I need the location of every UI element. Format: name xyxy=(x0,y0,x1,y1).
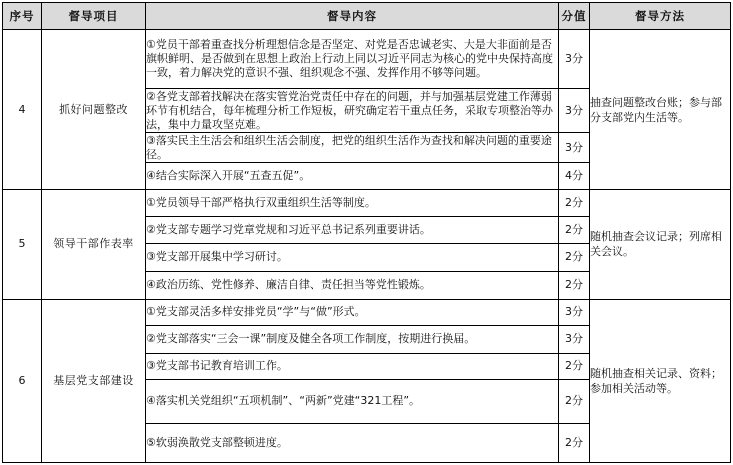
group-5-score-1: 2分 xyxy=(559,190,590,217)
group-4-item-3: ③落实民主生活会和组织生活会制度，把党的组织生活作为查找和解决问题的重要途径。 xyxy=(146,133,559,163)
group-4-no: 4 xyxy=(3,30,42,190)
group-4-score-3: 3分 xyxy=(559,133,590,163)
group-4-score-2: 3分 xyxy=(559,89,590,133)
table-row xyxy=(3,30,731,89)
group-6-score-1: 3分 xyxy=(559,299,590,325)
group-6-method: 随机抽查相关记录、资料；参加相关活动等。 xyxy=(590,299,731,462)
group-6-item-3: ③党支部书记教育培训工作。 xyxy=(146,353,559,379)
group-4-score-1: 3分 xyxy=(559,30,590,89)
table-row xyxy=(3,190,731,217)
group-5-score-3: 2分 xyxy=(559,244,590,271)
group-5-item-2: ②党支部专题学习党章党规和习近平总书记系列重要讲话。 xyxy=(146,217,559,244)
group-5-method: 随机抽查会议记录；列席相关会议。 xyxy=(590,190,731,299)
group-6-item-4: ④落实机关党组织“五项机制”、“两新”党建“321工程”。 xyxy=(146,379,559,423)
group-4-item-4: ④结合实际深入开展“五查五促”。 xyxy=(146,163,559,190)
group-5-no: 5 xyxy=(3,190,42,299)
group-6-item-5: ⑤软弱涣散党支部整顿进度。 xyxy=(146,423,559,462)
group-4-score-4: 4分 xyxy=(559,163,590,190)
group-6-no: 6 xyxy=(3,299,42,462)
group-4-project: 抓好问题整改 xyxy=(42,30,146,190)
header-row xyxy=(3,3,731,30)
group-6-score-3: 2分 xyxy=(559,353,590,379)
group-6-item-1: ①党支部灵活多样安排党员“学”与“做”形式。 xyxy=(146,299,559,325)
group-4-method: 抽查问题整改台账；参与部分支部党内生活等。 xyxy=(590,30,731,190)
group-6-score-5: 2分 xyxy=(559,423,590,462)
header-no: 序号 xyxy=(3,3,42,30)
group-6-project: 基层党支部建设 xyxy=(42,299,146,462)
group-4-item-1: ①党员干部着重查找分析理想信念是否坚定、对党是否忠诚老实、大是大非面前是否旗帜鲜明、是否做到在思想上政治上行动上同以习近平同志为核心的党中央保持高度一致，着力解决党的意识不强、组织观念不强、发挥作用不够等问题。 xyxy=(146,30,559,89)
group-5-item-1: ①党员领导干部严格执行双重组织生活等制度。 xyxy=(146,190,559,217)
group-5-item-4: ④政治历练、党性修养、廉洁自律、责任担当等党性锻炼。 xyxy=(146,271,559,299)
group-5-item-3: ③党支部开展集中学习研讨。 xyxy=(146,244,559,271)
group-5-score-2: 2分 xyxy=(559,217,590,244)
header-score: 分值 xyxy=(559,3,590,30)
header-content: 督导内容 xyxy=(146,3,559,30)
group-4-item-2: ②各党支部着找解决在落实管党治党责任中存在的问题，并与加强基层党建工作薄弱环节有机结合，每年梳理分析工作短板，研究确定若干重点任务，采取专项整治等办法，集中力量攻坚克难。 xyxy=(146,89,559,133)
supervision-table xyxy=(2,2,731,463)
group-6-score-2: 3分 xyxy=(559,325,590,353)
group-5-score-4: 2分 xyxy=(559,271,590,299)
group-5-project: 领导干部作表率 xyxy=(42,190,146,299)
group-6-item-2: ②党支部落实“三会一课”制度及健全各项工作制度，按期进行换届。 xyxy=(146,325,559,353)
header-project: 督导项目 xyxy=(42,3,146,30)
header-method: 督导方法 xyxy=(590,3,731,30)
group-6-score-4: 2分 xyxy=(559,379,590,423)
table-row xyxy=(3,299,731,325)
